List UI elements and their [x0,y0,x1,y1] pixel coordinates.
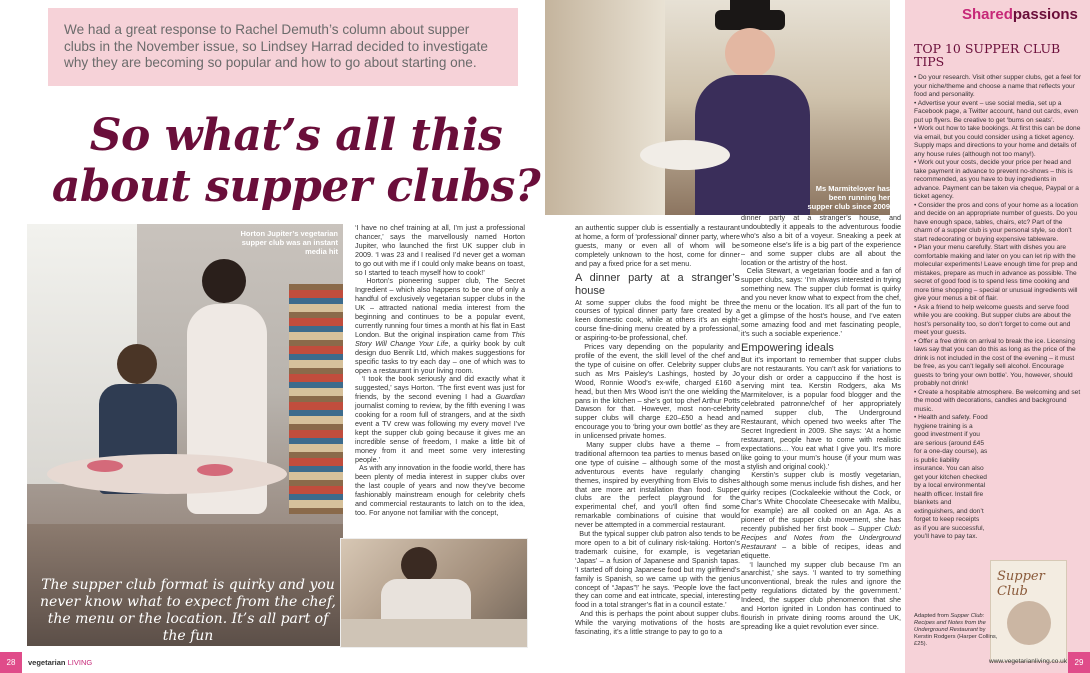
photo-ms-marmitelover [545,0,890,215]
tip-item: • Plan your menu carefully. Start with dishes you are comfortable making and later on you can let rip with the molecular experiments! Leave enough time for prep and mistakes, prepare as much in advance as possible. The secret of good food is to spend less time cooking and more time shopping – special or unusual ingredients will give your menus a bit of flair. [914,244,1078,302]
col1-para-2: Horton’s pioneering supper club, The Secret Ingredient – which also happens to be one of only a handful of exclusively vegetarian supper clubs in the UK – attracted national media interest from the beginning and continues to be a popular event, currently running four times a month at his flat in East London. But the original inspiration came from This Story Will Change Your Life, a quirky book by cult design duo Benrik Ltd, which makes suggestions for specific tasks to try each day – one of which was to open a restaurant in your living room. [355,276,526,375]
headline-line-2: about supper clubs? [51,161,541,212]
woman-head [202,259,246,303]
tablecloth-shape [640,140,730,170]
tip-item: • Create a hospitable atmosphere. Be welcoming and set the mood with decorations, candles and background music. [914,388,1081,413]
col3-para-2: Celia Stewart, a vegetarian foodie and a fan of supper clubs, says: ‘I’m always interested in trying something new. The supper club format is quirky and you never know what to expect from the chef, the menu or the location. It’s all part of the fun to get a glimpse of the host’s house, and I’ve eaten some amazing food and met fascinating people, it’s such a sociable experience.’ [741,266,902,338]
col2-para-6: And this is perhaps the point about supper clubs. While the varying motivations of the hosts are fascinating, it’s a little strange to pay to go to a [575,609,740,637]
photo-cooking [340,538,528,648]
caption-lady: Ms Marmitelover has been running her supper club since 2009 [807,184,890,211]
headline [46,110,546,212]
plate-shape-2 [197,464,233,476]
col3-para-4: Kerstin’s supper club is mostly vegetarian, although some menus include fish dishes, and her quirky recipes (Cockaleekie without the Cock, or Char’s White Chocolate Cheesecake with Malibu, for example) are all cooked on an Aga. As a pioneer of the supper club movement, she has recently published her first book – Supper Club: Recipes and Notes from the Underground Restaurant – a bible of recipes, ideas and etiquette. [741,470,901,560]
cook-head [401,547,437,583]
tip-item: • Advertise your event – use social media, set up a Facebook page, a Twitter account, hand out cards, even put up flyers. Be creative to get ‘bums on seats’. [914,99,1079,124]
caption-main: Horton Jupiter’s vegetarian supper club was an instant media hit [240,229,338,256]
page-number-left: 28 [0,652,22,673]
bookshelf-shape [289,284,343,514]
column-2 [575,224,740,637]
column-1 [355,224,525,518]
col2-para-4: Many supper clubs have a theme – from traditional afternoon tea parties to menus based on one type of cuisine – although some of the most adventurous events have regularly changing themes, inspired by everything from Elvis to dishes that are more art installation than food. Supper clubs are the perfect playground for the experimental chef, and you’ll often find some remarkable combinations of cuisine that would never be attempted in a commercial restaurant. [575,440,740,530]
lady-face [725,28,775,78]
headline-line-1: So what’s all this [89,110,503,161]
tips-list [914,74,1082,542]
man-head [117,344,157,384]
book-title: Supper Club [997,569,1045,599]
col2-para-1: an authentic supper club is essentially a restaurant at home, a form of ‘professional’ dinner party, where guests, many or even all of whom will be completely unknown to the host, come for dinner and pay a fixed price for a set menu. [575,223,740,268]
sidebar-title: TOP 10 SUPPER CLUB TIPS [914,41,1061,69]
pull-quote: The supper club format is quirky and you never know what to expect from the chef, the menu or the location. It’s all part of the fun [40,577,336,644]
book-plate-shape [1007,601,1051,645]
col3-para-3: But it’s important to remember that supper clubs are not restaurants. You can’t ask for variations to your dish or order a cappuccino if the host is serving mint tea. Kerstin Rodgers, aka Ms Marmitelover, is a popular food blogger and the celebrated patronne/chef of her appropriately named supper club, The Underground Restaurant, which opened two weeks after The Secret Ingredient in 2009. She says: ‘At a home restaurant, people have to come with realistic expectations… You eat what I give you. It’s more like going to your mum’s house (if your mum was a stylish and original cook).’ [741,354,901,471]
room-left [545,0,665,215]
intro-box [48,8,518,86]
col2-para-5: But the typical supper club patron also tends to be more open to a bit of culinary risk-taking. Horton’s trademark cuisine, for example, is vegetarian ‘Japas’ – a fusion of Japanese and Spanish tapas. ‘I started off doing Japanese food but my girlfriend’s family is Spanish, so we came up with the genius concept of “Japas”!’ he says. ‘People love the fact they can come and eat intricate, special, interesting food in a total stranger’s flat in a council estate.’ [575,529,740,610]
tip-item: • Offer a free drink on arrival to break the ice. Licensing laws say that you can do this as long as the price of the drink is not included in the cost of the evening – it must be free, as you can’t legally sell alcohol. Encourage guests to ‘bring your own bottle’. You, however, should probably not drink! [914,337,1076,387]
tip-item: • Health and safety. Food hygiene training is a good investment if you are serious (around £45 for a one-day course), as is public liability insurance. You can also get your kitchen checked by a local environmental health officer. Install fire blankets and extinguishers, and don’t forget to keep receipts as if you are successful, you’ll have to pay tax. [914,414,988,540]
magazine-name: vegetarian LIVING [28,658,93,667]
col2-para-3: Prices vary depending on the popularity and profile of the event, the skill level of the chef and the type of cuisine on offer. Celebrity supper clubs such as Mrs Paisley’s Lashings, hosted by Jo Wood, Ronnie Wood’s ex-wife, charged £160 a head, but then Mrs Wood isn’t the one wielding the pans in the kitchen – she’s got top chef Arthur Potts Dawson for that. However, most non-celebrity supper clubs will charge £20–£50 a head and encourage you to ‘bring your own bottle’ as they are in unlicensed private homes. [575,342,740,441]
tip-item: • Ask a friend to help welcome guests and serve food while you are cooking. But supper clubs are about the host’s personality too, so don’t forget to come out and meet your guests. [914,303,1071,336]
sidebar-credit: Adapted from Supper Club: Recipes and Notes from the Underground Restaurant by Kerstin Rodgers (Harper Collins, £25). [914,613,998,647]
col2-subhead: A dinner party at a stranger’s house [575,271,740,297]
intro-text: We had a great response to Rachel Demuth’s column about supper clubs in the November issue, so Lindsey Harrad decided to investigate why they are becoming so popular and how to go about starting one. [64,22,488,70]
page-number-right: 29 [1068,652,1090,673]
col2-para-2: At some supper clubs the food might be three courses of typical dinner party fare created by a keen domestic cook, while at others it’s an eight-course fine-dining menu created by a professional, or aspiring-to-be professional, chef. [575,297,740,343]
website-url: www.vegetarianliving.co.uk [989,658,1068,665]
counter-shape [341,619,527,647]
hat-top [730,0,770,18]
col1-para-3: ‘I took the book seriously and did exactly what it suggested,’ says Horton. ‘The first event was just for friends, by the second evening I had a Guardian journalist coming to review, by the fifth evening I was cooking for a room full of strangers, and at the sixth event a TV crew was following my every move! I’ve kept the supper club going because it gives me an incredible sense of freedom, I make a little bit of money from it and meet some very interesting people.’ [355,374,525,464]
column-3 [741,214,901,632]
plate-shape [87,460,123,472]
section-header: Sharedpassions [962,6,1078,23]
col3-para-5: ‘I launched my supper club because I’m an anarchist,’ she says. ‘I wanted to try something unconventional, break the rules and ignore the petty regulations dictated by the government.’ Indeed, the supper club phenomenon that she and Horton ignited in London has continued to flourish in private dining rooms around the UK, spreading like a quiet revolution ever since. [741,559,901,631]
tip-item: • Work out how to take bookings. At first this can be done via email, but you could consider using a ticket agency. Supply maps and directions to your home and details of any house rules (although not too many!). [914,125,1081,158]
tip-item: • Work out your costs, decide your price per head and take payment in advance to prevent no-shows – this is recommended, as you have to buy ingredients in advance. Payment can be taken via cheque, Paypal or a ticket agency. [914,159,1079,200]
col1-para-1: ‘I have no chef training at all, I’m just a professional chancer,’ says the marvellously named Horton Jupiter, who launched the first UK supper club in 2009. ‘I was 23 and I realised I’d never get a woman to go out with me if I could only make beans on toast, so I started to teach myself how to cook!’ [355,223,525,277]
table-shape [47,454,287,494]
col1-para-4: As with any innovation in the foodie world, there has been plenty of media interest in supper clubs over the last couple of years and now they’ve become fashionably mainstream enough for celebrity chefs and commercial restaurants to latch on to the idea, too. For anyone not familiar with the concept, [355,463,525,517]
col3-para-1: dinner party at a stranger’s house, and undoubtedly it appeals to the adventurous foodie who’s also a bit of a voyeur. Sneaking a peek at someone else’s life is a big part of the experience – and some supper clubs are all about the location or the artistry of the host. [741,213,901,267]
tip-item: • Do your research. Visit other supper clubs, get a feel for your niche/theme and choose a name that reflects your food and personality. [914,74,1082,98]
col3-subhead: Empowering ideals [741,341,834,354]
tip-item: • Consider the pros and cons of your home as a location and decide on an appropriate number of guests. Do you have enough space, tables, chairs, etc? Part of the charm of a supper club is your personal style, so don’t start redecorating or buying expensive tableware. [914,201,1078,243]
